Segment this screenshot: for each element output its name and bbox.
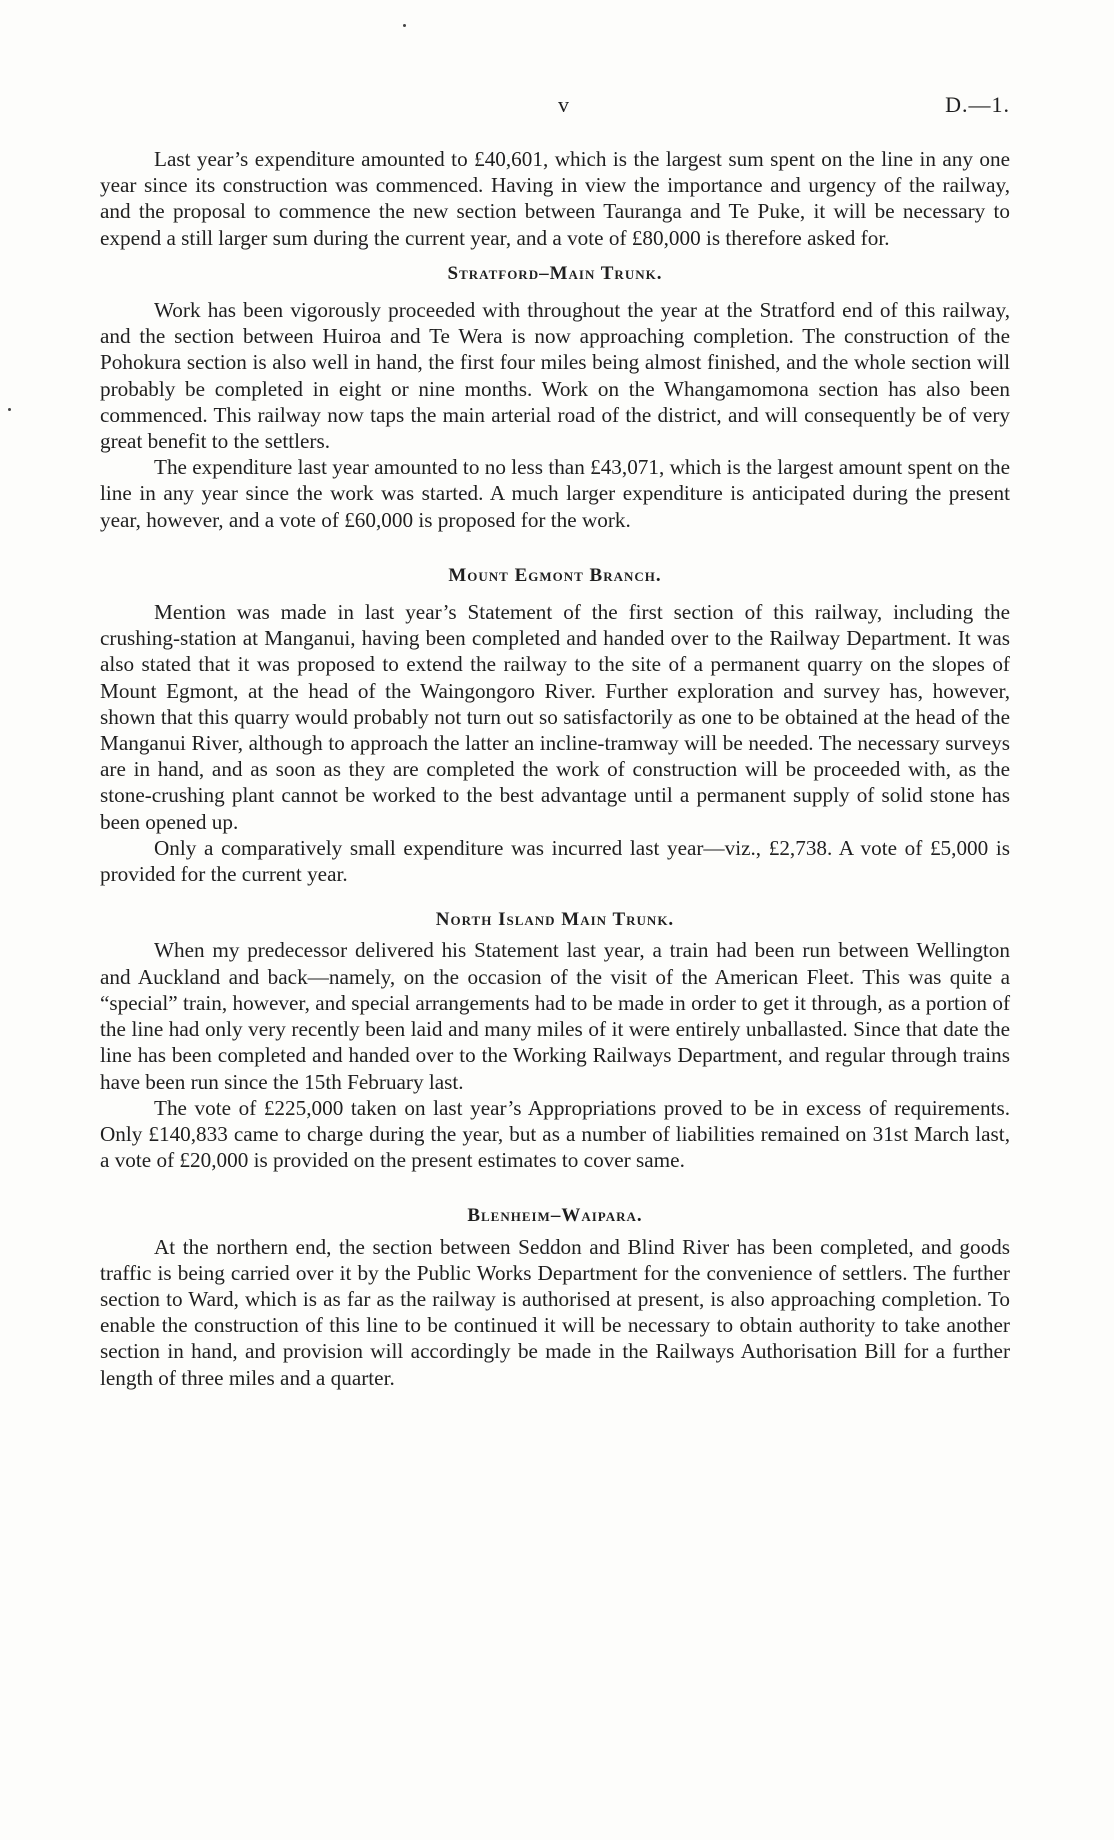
- document-reference: D.—1.: [945, 92, 1010, 117]
- paragraph: The expenditure last year amounted to no less than £43,071, which is the largest amount spent on the line in any year since the work was started. A much larger expenditure is anticipated during the present year, however, and a vote of £60,000 is proposed for the work.: [100, 455, 1010, 532]
- paragraph: The vote of £225,000 taken on last year’s Appropriations proved to be in excess of requirements. Only £140,833 came to charge during the year, but as a number of liabilities remained on 31st March last, a vote of £20,000 is provided on the present estimates to cover same.: [100, 1095, 1010, 1173]
- page-header: [100, 92, 1010, 122]
- paragraph: Mention was made in last year’s Statement of the first section of this railway, including the crushing-station at Manganui, having been completed and handed over to the Railway Department. It was also stated that it was proposed to extend the railway to the site of a permanent quarry on the slopes of Mount Egmont, at the head of the Waingongoro River. Further exploration and survey has, however, shown that this quarry would probably not turn out so satisfactorily as one to be obtained at the head of the Manganui River, although to approach the latter an incline-tramway will be needed. The necessary surveys are in hand, and as soon as they are completed the work of construction will be proceeded with, as the stone-crushing plant cannot be worked to the best advantage until a permanent supply of solid stone has been opened up.: [100, 600, 1010, 834]
- document-body: [100, 146, 1010, 1391]
- paragraph: Only a comparatively small expenditure was incurred last year—viz., £2,738. A vote of £5,000 is provided for the current year.: [100, 835, 1010, 887]
- page-number: v: [558, 92, 569, 117]
- paragraph: When my predecessor delivered his Statement last year, a train had been run between Wellington and Auckland and back—namely, on the occasion of the visit of the American Fleet. This was quite a “special” train, however, and special arrangements had to be made in order to get it through, as a portion of the line had only very recently been laid and many miles of it were entirely unballasted. Since that date the line has been completed and handed over to the Working Railways Department, and regular through trains have been run since the 15th February last.: [100, 938, 1010, 1094]
- section-heading-north-island-main-trunk: North Island Main Trunk.: [435, 909, 675, 931]
- speck-mark: [8, 408, 11, 411]
- section-heading-stratford: Stratford–Main Trunk.: [447, 262, 663, 284]
- paragraph: At the northern end, the section between Seddon and Blind River has been completed, and goods traffic is being carried over it by the Public Works Department for the convenience of settlers. The further section to Ward, which is as far as the railway is authorised at present, is also approaching completion. To enable the construction of this line to be continued it will be necessary to obtain authority to take another section in hand, and provision will accordingly be made in the Railways Authorisation Bill for a further length of three miles and a quarter.: [100, 1234, 1010, 1390]
- section-heading-mount-egmont: Mount Egmont Branch.: [448, 564, 662, 586]
- paragraph: Work has been vigorously proceeded with throughout the year at the Stratford end of this railway, and the section between Huiroa and Te Wera is now approaching completion. The construction of the Pohokura section is also well in hand, the first four miles being almost finished, and the whole section will probably be completed in eight or nine months. Work on the Whangamomona section has also been commenced. This railway now taps the main arterial road of the district, and will consequently be of very great benefit to the settlers.: [100, 298, 1010, 454]
- section-heading-blenheim-waipara: Blenheim–Waipara.: [467, 1205, 643, 1227]
- paragraph: Last year’s expenditure amounted to £40,601, which is the largest sum spent on the line in any one year since its construction was commenced. Having in view the importance and urgency of the railway, and the proposal to commence the new section between Tauranga and Te Puke, it will be necessary to expend a still larger sum during the current year, and a vote of £80,000 is therefore asked for.: [100, 147, 1010, 250]
- speck-mark: [403, 24, 406, 27]
